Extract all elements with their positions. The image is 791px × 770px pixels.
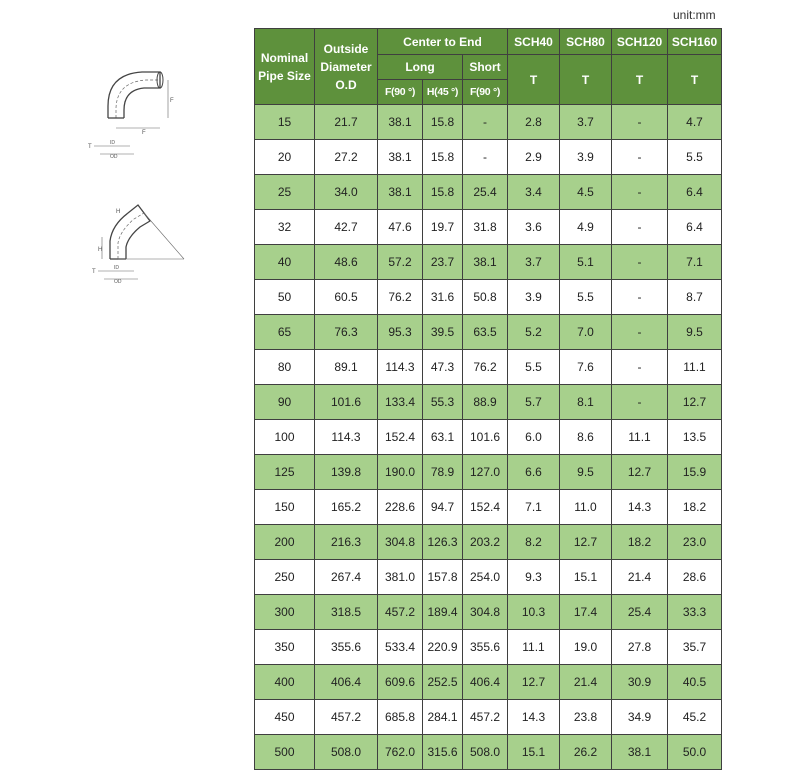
cell-t-sch160: 18.2 bbox=[668, 490, 722, 525]
cell-f90-long: 190.0 bbox=[378, 455, 423, 490]
cell-h45: 19.7 bbox=[423, 210, 463, 245]
cell-h45: 220.9 bbox=[423, 630, 463, 665]
cell-f90-long: 685.8 bbox=[378, 700, 423, 735]
cell-t-sch40: 10.3 bbox=[508, 595, 560, 630]
cell-nominal-size: 250 bbox=[255, 560, 315, 595]
table-row bbox=[255, 105, 722, 140]
cell-t-sch40: 15.1 bbox=[508, 735, 560, 770]
cell-t-sch80: 21.4 bbox=[560, 665, 612, 700]
cell-t-sch160: 4.7 bbox=[668, 105, 722, 140]
cell-t-sch120: - bbox=[612, 105, 668, 140]
header-t-sch120: T bbox=[612, 55, 668, 105]
cell-f90-long: 38.1 bbox=[378, 175, 423, 210]
cell-t-sch80: 7.0 bbox=[560, 315, 612, 350]
cell-t-sch160: 6.4 bbox=[668, 175, 722, 210]
cell-t-sch40: 2.8 bbox=[508, 105, 560, 140]
diagram-od: OD bbox=[110, 154, 118, 160]
cell-t-sch120: - bbox=[612, 210, 668, 245]
cell-t-sch160: 33.3 bbox=[668, 595, 722, 630]
cell-t-sch120: 30.9 bbox=[612, 665, 668, 700]
cell-nominal-size: 125 bbox=[255, 455, 315, 490]
cell-f90-long: 38.1 bbox=[378, 140, 423, 175]
cell-outside-diameter: 508.0 bbox=[315, 735, 378, 770]
cell-t-sch160: 50.0 bbox=[668, 735, 722, 770]
table-body bbox=[255, 105, 722, 770]
cell-t-sch40: 7.1 bbox=[508, 490, 560, 525]
cell-t-sch80: 3.9 bbox=[560, 140, 612, 175]
header-center-to-end: Center to End bbox=[378, 29, 508, 55]
cell-h45: 94.7 bbox=[423, 490, 463, 525]
cell-nominal-size: 200 bbox=[255, 525, 315, 560]
diagram-f-bottom: F bbox=[142, 130, 146, 136]
cell-f90-long: 95.3 bbox=[378, 315, 423, 350]
cell-f90-long: 304.8 bbox=[378, 525, 423, 560]
header-t-sch80: T bbox=[560, 55, 612, 105]
cell-t-sch120: 14.3 bbox=[612, 490, 668, 525]
cell-nominal-size: 65 bbox=[255, 315, 315, 350]
cell-outside-diameter: 34.0 bbox=[315, 175, 378, 210]
cell-f90-long: 609.6 bbox=[378, 665, 423, 700]
header-nominal-pipe-size: Nominal Pipe Size bbox=[255, 29, 315, 105]
header-f90-long: F(90 °) bbox=[378, 80, 423, 105]
cell-outside-diameter: 21.7 bbox=[315, 105, 378, 140]
cell-f90-short: 63.5 bbox=[463, 315, 508, 350]
cell-t-sch160: 7.1 bbox=[668, 245, 722, 280]
cell-t-sch160: 12.7 bbox=[668, 385, 722, 420]
cell-f90-short: 50.8 bbox=[463, 280, 508, 315]
table-row bbox=[255, 735, 722, 770]
cell-t-sch120: - bbox=[612, 140, 668, 175]
cell-h45: 78.9 bbox=[423, 455, 463, 490]
cell-t-sch120: 34.9 bbox=[612, 700, 668, 735]
cell-nominal-size: 400 bbox=[255, 665, 315, 700]
elbow-90-diagram bbox=[86, 66, 186, 162]
cell-t-sch160: 28.6 bbox=[668, 560, 722, 595]
cell-f90-short: 355.6 bbox=[463, 630, 508, 665]
cell-f90-short: 254.0 bbox=[463, 560, 508, 595]
cell-t-sch40: 5.7 bbox=[508, 385, 560, 420]
cell-nominal-size: 40 bbox=[255, 245, 315, 280]
cell-t-sch120: - bbox=[612, 280, 668, 315]
cell-h45: 23.7 bbox=[423, 245, 463, 280]
cell-nominal-size: 100 bbox=[255, 420, 315, 455]
header-sch120: SCH120 bbox=[612, 29, 668, 55]
table-row bbox=[255, 245, 722, 280]
header-sch160: SCH160 bbox=[668, 29, 722, 55]
cell-nominal-size: 90 bbox=[255, 385, 315, 420]
header-short: Short bbox=[463, 55, 508, 80]
cell-outside-diameter: 355.6 bbox=[315, 630, 378, 665]
cell-f90-long: 133.4 bbox=[378, 385, 423, 420]
cell-f90-short: 31.8 bbox=[463, 210, 508, 245]
cell-f90-short: - bbox=[463, 105, 508, 140]
table-row bbox=[255, 420, 722, 455]
header-f90-short: F(90 °) bbox=[463, 80, 508, 105]
cell-h45: 284.1 bbox=[423, 700, 463, 735]
cell-t-sch80: 4.9 bbox=[560, 210, 612, 245]
cell-t-sch40: 6.0 bbox=[508, 420, 560, 455]
cell-t-sch80: 8.6 bbox=[560, 420, 612, 455]
table-row bbox=[255, 700, 722, 735]
cell-f90-short: 152.4 bbox=[463, 490, 508, 525]
table-row bbox=[255, 350, 722, 385]
cell-t-sch160: 35.7 bbox=[668, 630, 722, 665]
cell-t-sch40: 14.3 bbox=[508, 700, 560, 735]
cell-t-sch80: 11.0 bbox=[560, 490, 612, 525]
cell-t-sch80: 5.1 bbox=[560, 245, 612, 280]
cell-f90-short: 88.9 bbox=[463, 385, 508, 420]
cell-outside-diameter: 101.6 bbox=[315, 385, 378, 420]
cell-h45: 189.4 bbox=[423, 595, 463, 630]
cell-t-sch80: 23.8 bbox=[560, 700, 612, 735]
cell-h45: 252.5 bbox=[423, 665, 463, 700]
table-row bbox=[255, 490, 722, 525]
cell-outside-diameter: 89.1 bbox=[315, 350, 378, 385]
cell-f90-short: 304.8 bbox=[463, 595, 508, 630]
cell-t-sch40: 2.9 bbox=[508, 140, 560, 175]
cell-outside-diameter: 165.2 bbox=[315, 490, 378, 525]
cell-outside-diameter: 139.8 bbox=[315, 455, 378, 490]
diagram-t: T bbox=[88, 144, 92, 150]
cell-f90-long: 457.2 bbox=[378, 595, 423, 630]
cell-t-sch80: 8.1 bbox=[560, 385, 612, 420]
cell-t-sch80: 26.2 bbox=[560, 735, 612, 770]
cell-t-sch80: 12.7 bbox=[560, 525, 612, 560]
table-row bbox=[255, 140, 722, 175]
cell-nominal-size: 20 bbox=[255, 140, 315, 175]
cell-f90-long: 533.4 bbox=[378, 630, 423, 665]
cell-h45: 15.8 bbox=[423, 140, 463, 175]
cell-t-sch120: - bbox=[612, 385, 668, 420]
table-row bbox=[255, 210, 722, 245]
cell-outside-diameter: 457.2 bbox=[315, 700, 378, 735]
cell-f90-long: 152.4 bbox=[378, 420, 423, 455]
cell-outside-diameter: 60.5 bbox=[315, 280, 378, 315]
cell-t-sch40: 11.1 bbox=[508, 630, 560, 665]
header-t-sch40: T bbox=[508, 55, 560, 105]
cell-h45: 47.3 bbox=[423, 350, 463, 385]
cell-outside-diameter: 48.6 bbox=[315, 245, 378, 280]
header-long: Long bbox=[378, 55, 463, 80]
table-row bbox=[255, 385, 722, 420]
cell-t-sch160: 13.5 bbox=[668, 420, 722, 455]
cell-f90-long: 114.3 bbox=[378, 350, 423, 385]
cell-f90-long: 762.0 bbox=[378, 735, 423, 770]
cell-t-sch80: 9.5 bbox=[560, 455, 612, 490]
cell-f90-short: 203.2 bbox=[463, 525, 508, 560]
cell-t-sch160: 45.2 bbox=[668, 700, 722, 735]
cell-h45: 15.8 bbox=[423, 105, 463, 140]
cell-f90-long: 381.0 bbox=[378, 560, 423, 595]
cell-outside-diameter: 216.3 bbox=[315, 525, 378, 560]
cell-t-sch40: 8.2 bbox=[508, 525, 560, 560]
elbow-45-diagram bbox=[90, 197, 190, 293]
cell-nominal-size: 32 bbox=[255, 210, 315, 245]
cell-h45: 31.6 bbox=[423, 280, 463, 315]
elbow-dimension-table bbox=[254, 28, 722, 770]
cell-h45: 63.1 bbox=[423, 420, 463, 455]
cell-nominal-size: 350 bbox=[255, 630, 315, 665]
cell-t-sch120: - bbox=[612, 350, 668, 385]
cell-f90-long: 38.1 bbox=[378, 105, 423, 140]
unit-label: unit:mm bbox=[673, 8, 716, 22]
diagram-h-top: H bbox=[116, 209, 121, 215]
cell-t-sch40: 12.7 bbox=[508, 665, 560, 700]
cell-t-sch160: 15.9 bbox=[668, 455, 722, 490]
cell-t-sch80: 19.0 bbox=[560, 630, 612, 665]
cell-f90-short: 508.0 bbox=[463, 735, 508, 770]
cell-t-sch120: 11.1 bbox=[612, 420, 668, 455]
cell-outside-diameter: 406.4 bbox=[315, 665, 378, 700]
cell-t-sch80: 15.1 bbox=[560, 560, 612, 595]
cell-f90-short: 38.1 bbox=[463, 245, 508, 280]
cell-t-sch160: 5.5 bbox=[668, 140, 722, 175]
cell-t-sch160: 23.0 bbox=[668, 525, 722, 560]
table-row bbox=[255, 595, 722, 630]
cell-t-sch160: 9.5 bbox=[668, 315, 722, 350]
cell-f90-short: 25.4 bbox=[463, 175, 508, 210]
cell-t-sch160: 8.7 bbox=[668, 280, 722, 315]
cell-f90-long: 57.2 bbox=[378, 245, 423, 280]
cell-t-sch40: 5.5 bbox=[508, 350, 560, 385]
cell-outside-diameter: 27.2 bbox=[315, 140, 378, 175]
cell-f90-short: 406.4 bbox=[463, 665, 508, 700]
cell-f90-long: 76.2 bbox=[378, 280, 423, 315]
table-row bbox=[255, 560, 722, 595]
cell-nominal-size: 80 bbox=[255, 350, 315, 385]
cell-nominal-size: 25 bbox=[255, 175, 315, 210]
cell-f90-short: 76.2 bbox=[463, 350, 508, 385]
cell-t-sch80: 5.5 bbox=[560, 280, 612, 315]
cell-t-sch120: - bbox=[612, 315, 668, 350]
cell-t-sch120: 21.4 bbox=[612, 560, 668, 595]
table-row bbox=[255, 175, 722, 210]
header-t-sch160: T bbox=[668, 55, 722, 105]
cell-t-sch120: - bbox=[612, 245, 668, 280]
table-row bbox=[255, 665, 722, 700]
cell-t-sch160: 40.5 bbox=[668, 665, 722, 700]
cell-f90-short: 101.6 bbox=[463, 420, 508, 455]
cell-h45: 15.8 bbox=[423, 175, 463, 210]
cell-t-sch120: 27.8 bbox=[612, 630, 668, 665]
cell-f90-long: 228.6 bbox=[378, 490, 423, 525]
cell-t-sch160: 6.4 bbox=[668, 210, 722, 245]
cell-outside-diameter: 76.3 bbox=[315, 315, 378, 350]
cell-f90-short: 457.2 bbox=[463, 700, 508, 735]
cell-outside-diameter: 42.7 bbox=[315, 210, 378, 245]
cell-t-sch80: 7.6 bbox=[560, 350, 612, 385]
table-row bbox=[255, 455, 722, 490]
cell-t-sch120: 25.4 bbox=[612, 595, 668, 630]
cell-h45: 157.8 bbox=[423, 560, 463, 595]
table-row bbox=[255, 525, 722, 560]
cell-t-sch40: 6.6 bbox=[508, 455, 560, 490]
cell-nominal-size: 450 bbox=[255, 700, 315, 735]
cell-t-sch160: 11.1 bbox=[668, 350, 722, 385]
cell-t-sch40: 3.9 bbox=[508, 280, 560, 315]
diagram-id: ID bbox=[114, 265, 119, 271]
cell-outside-diameter: 318.5 bbox=[315, 595, 378, 630]
cell-t-sch40: 9.3 bbox=[508, 560, 560, 595]
cell-h45: 315.6 bbox=[423, 735, 463, 770]
header-outside-diameter: Outside Diameter O.D bbox=[315, 29, 378, 105]
diagram-f-side: F bbox=[170, 98, 174, 104]
cell-t-sch120: 38.1 bbox=[612, 735, 668, 770]
diagram-od: OD bbox=[114, 279, 122, 285]
table-row bbox=[255, 315, 722, 350]
cell-nominal-size: 50 bbox=[255, 280, 315, 315]
cell-t-sch120: - bbox=[612, 175, 668, 210]
header-sch40: SCH40 bbox=[508, 29, 560, 55]
cell-h45: 39.5 bbox=[423, 315, 463, 350]
table-row bbox=[255, 630, 722, 665]
cell-nominal-size: 500 bbox=[255, 735, 315, 770]
header-h45: H(45 °) bbox=[423, 80, 463, 105]
header-sch80: SCH80 bbox=[560, 29, 612, 55]
cell-t-sch40: 3.6 bbox=[508, 210, 560, 245]
table-row bbox=[255, 280, 722, 315]
cell-t-sch80: 17.4 bbox=[560, 595, 612, 630]
cell-f90-long: 47.6 bbox=[378, 210, 423, 245]
cell-outside-diameter: 267.4 bbox=[315, 560, 378, 595]
cell-outside-diameter: 114.3 bbox=[315, 420, 378, 455]
cell-nominal-size: 150 bbox=[255, 490, 315, 525]
diagram-h-side: H bbox=[98, 247, 103, 253]
cell-t-sch40: 5.2 bbox=[508, 315, 560, 350]
cell-t-sch120: 12.7 bbox=[612, 455, 668, 490]
cell-t-sch120: 18.2 bbox=[612, 525, 668, 560]
cell-f90-short: 127.0 bbox=[463, 455, 508, 490]
cell-t-sch40: 3.7 bbox=[508, 245, 560, 280]
cell-nominal-size: 300 bbox=[255, 595, 315, 630]
diagram-t: T bbox=[92, 269, 96, 275]
diagram-id: ID bbox=[110, 140, 115, 146]
cell-h45: 55.3 bbox=[423, 385, 463, 420]
cell-h45: 126.3 bbox=[423, 525, 463, 560]
cell-t-sch80: 4.5 bbox=[560, 175, 612, 210]
cell-nominal-size: 15 bbox=[255, 105, 315, 140]
cell-t-sch80: 3.7 bbox=[560, 105, 612, 140]
cell-f90-short: - bbox=[463, 140, 508, 175]
cell-t-sch40: 3.4 bbox=[508, 175, 560, 210]
